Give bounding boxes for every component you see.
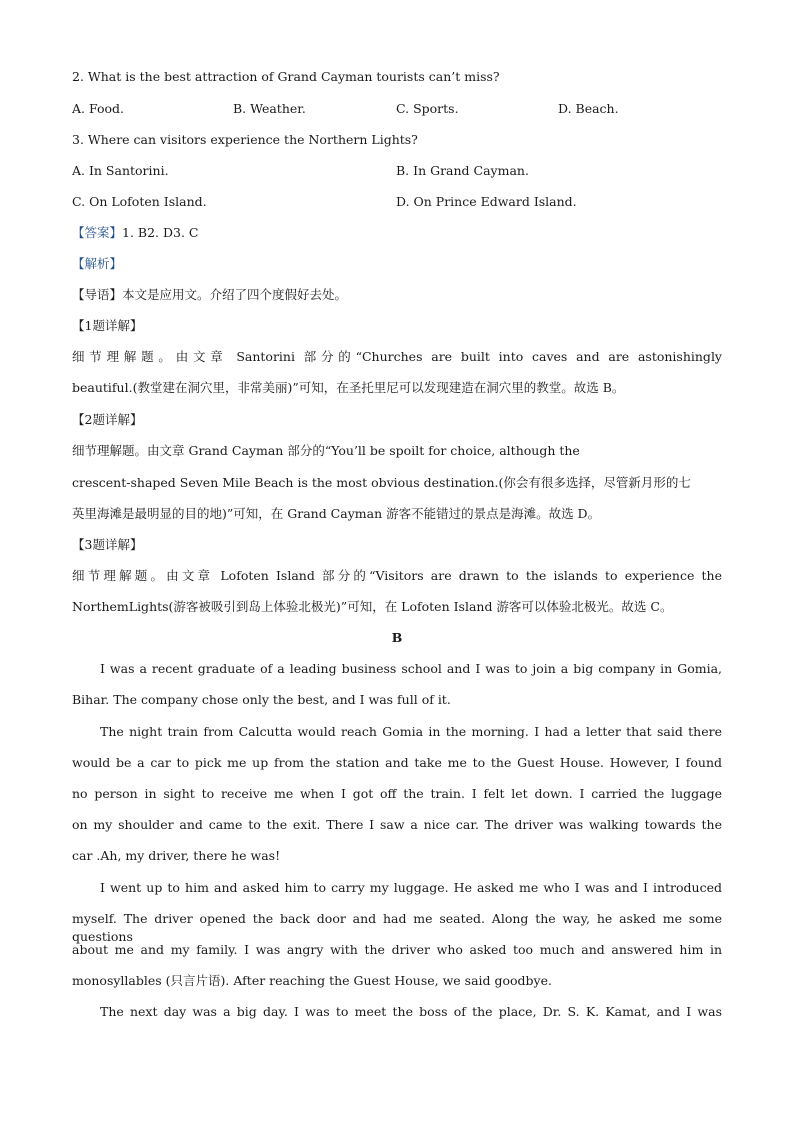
answer-line [72,224,199,242]
answer-text: 1. B2. D3. C [122,225,199,240]
detail-1-heading: 【1题详解】 [72,318,143,333]
detail-2-line-3: 英里海滩是最明显的目的地)”可知，在 Grand Cayman 游客不能错过的景点是海滩。故选 D。 [72,506,601,521]
section-b-title: B [391,630,403,645]
detail-2-line-1: 细节理解题。由文章 Grand Cayman 部分的“You’ll be spoilt for choice, although the [72,443,580,458]
passage-line: The night train from Calcutta would reach Gomia in the morning. I had a letter that said there [100,724,722,739]
answer-label: 【答案】 [72,225,123,240]
passage-line: would be a car to pick me up from the station and take me to the Guest House. However, I found [72,755,722,770]
question-2-option-a: A. Food. [72,101,124,116]
passage-line: no person in sight to receive me when I got off the train. I felt let down. I carried the luggage [72,786,722,801]
detail-1-line-2: beautiful.(教堂建在洞穴里，非常美丽)”可知，在圣托里尼可以发现建造在洞穴里的教堂。故选 B。 [72,380,625,395]
detail-3-line-2: NorthemLights(游客被吸引到岛上体验北极光)”可知，在 Lofoten Island 游客可以体验北极光。故选 C。 [72,599,673,614]
intro-line [72,286,347,304]
passage-line: car .Ah, my driver, there he was! [72,848,281,863]
passage-line: about me and my family. I was angry with the driver who asked too much and answered him in [72,942,722,957]
detail-2-line-2: crescent-shaped Seven Mile Beach is the most obvious destination.(你会有很多选择，尽管新月形的七 [72,475,691,490]
question-2-option-c: C. Sports. [396,101,459,116]
detail-2-heading: 【2题详解】 [72,412,143,427]
detail-3-line-1: 细节理解题。由文章 Lofoten Island 部分的“Visitors are drawn to the islands to experience the [72,568,722,583]
question-3-option-b: B. In Grand Cayman. [396,163,529,178]
question-3-stem: 3. Where can visitors experience the Northern Lights? [72,132,418,147]
detail-3-heading: 【3题详解】 [72,537,143,552]
passage-line: I went up to him and asked him to carry my luggage. He asked me who I was and I introduced [100,880,722,895]
analysis-title: 【解析】 [72,256,123,271]
passage-line: myself. The driver opened the back door and had me seated. Along the way, he asked me some questions [72,911,722,944]
passage-line: The next day was a big day. I was to meet the boss of the place, Dr. S. K. Kamat, and I was [100,1004,722,1019]
intro-text: 本文是应用文。介绍了四个度假好去处。 [122,287,348,302]
intro-label: 【导语】 [72,287,123,302]
question-2-stem: 2. What is the best attraction of Grand Cayman tourists can’t miss? [72,69,500,84]
passage-line: on my shoulder and came to the exit. There I saw a nice car. The driver was walking towards the [72,817,722,832]
passage-line: I was a recent graduate of a leading business school and I was to join a big company in Gomia, [100,661,722,676]
question-3-option-a: A. In Santorini. [72,163,169,178]
passage-line: monosyllables (只言片语). After reaching the Guest House, we said goodbye. [72,973,552,988]
detail-1-line-1: 细节理解题。由文章 Santorini 部分的“Churches are built into caves and are astonishingly [72,349,722,364]
question-3-option-c: C. On Lofoten Island. [72,194,207,209]
question-2-option-d: D. Beach. [558,101,619,116]
passage-line: Bihar. The company chose only the best, and I was full of it. [72,692,451,707]
question-3-option-d: D. On Prince Edward Island. [396,194,577,209]
question-2-option-b: B. Weather. [233,101,306,116]
